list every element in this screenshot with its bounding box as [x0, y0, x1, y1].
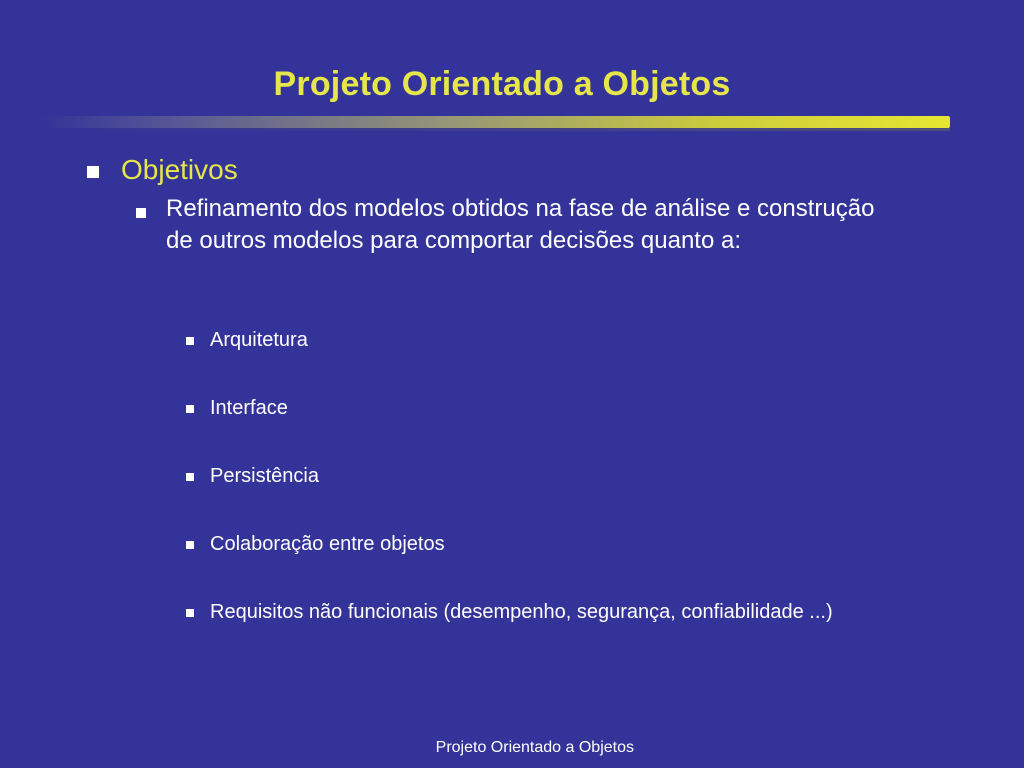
square-bullet-icon — [186, 541, 194, 549]
bullet-level3-interface: Interface — [210, 397, 288, 419]
title-divider — [40, 116, 950, 128]
slide-title: Projeto Orientado a Objetos — [273, 65, 731, 103]
bullet-level2-refinamento: Refinamento dos modelos obtidos na fase de análise e construção de outros modelos para comportar decisões quanto a: — [166, 195, 875, 254]
square-bullet-icon — [136, 208, 146, 218]
bullet-level3-arquitetura: Arquitetura — [210, 329, 308, 351]
bullet-level1-objetivos: Objetivos — [121, 154, 238, 185]
bullet-level3-requisitos: Requisitos não funcionais (desempenho, segurança, confiabilidade ...) — [210, 601, 833, 623]
square-bullet-icon — [186, 405, 194, 413]
square-bullet-icon — [87, 166, 99, 178]
square-bullet-icon — [186, 609, 194, 617]
square-bullet-icon — [186, 473, 194, 481]
slide-footer — [0, 737, 1024, 759]
square-bullet-icon — [186, 337, 194, 345]
bullet-level3-colaboracao: Colaboração entre objetos — [210, 533, 445, 555]
bullet-level3-persistencia: Persistência — [210, 465, 319, 487]
footer-text: Projeto Orientado a Objetos — [435, 739, 634, 756]
